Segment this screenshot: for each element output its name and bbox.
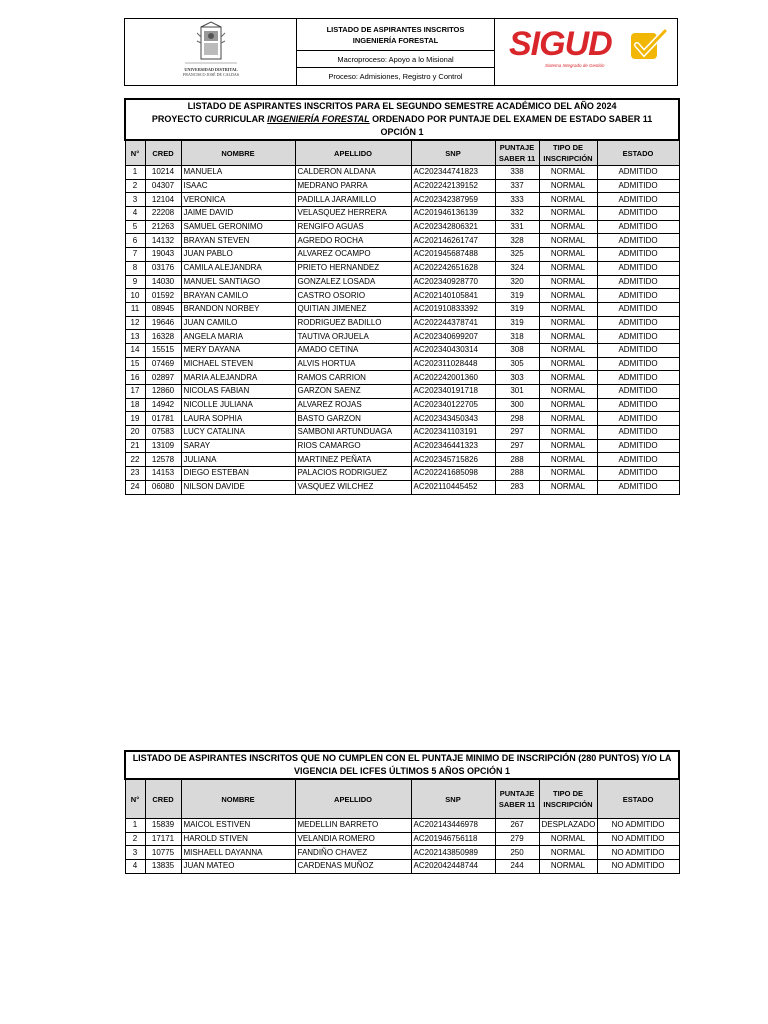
col-n-cell: 14 [125, 343, 145, 357]
col-estado-cell: ADMITIDO [597, 330, 679, 344]
col-n-cell: 3 [125, 193, 145, 207]
col-estado-cell: ADMITIDO [597, 385, 679, 399]
col-snp-cell: AC202344741823 [411, 166, 495, 180]
col-nombre-cell: ANGELA MARIA [181, 330, 295, 344]
col-apellido-cell: PADILLA JARAMILLO [295, 193, 411, 207]
col-cred-cell: 14030 [145, 275, 181, 289]
col-puntaje-cell: 288 [495, 467, 539, 481]
col-tipo-cell: NORMAL [539, 248, 597, 262]
col-n-cell: 2 [125, 179, 145, 193]
col-apellido-cell: AGREDO ROCHA [295, 234, 411, 248]
col-estado-cell: ADMITIDO [597, 275, 679, 289]
col-puntaje-cell: 267 [495, 819, 539, 833]
document-info [297, 19, 495, 85]
col-n-cell: 22 [125, 453, 145, 467]
col-apellido-cell: VELASQUEZ HERRERA [295, 207, 411, 221]
col-nombre-cell: JUAN CAMILO [181, 316, 295, 330]
table-row [125, 193, 679, 207]
col-puntaje-cell: 297 [495, 439, 539, 453]
col-puntaje-cell: 303 [495, 371, 539, 385]
col-estado-cell: ADMITIDO [597, 166, 679, 180]
col-puntaje-cell: 298 [495, 412, 539, 426]
col-apellido-cell: FANDIÑO CHAVEZ [295, 846, 411, 860]
col-nombre-cell: LUCY CATALINA [181, 426, 295, 440]
col-cred-header: CRED [145, 779, 181, 819]
col-apellido-cell: QUITIAN JIMENEZ [295, 302, 411, 316]
col-nombre-cell: BRAYAN STEVEN [181, 234, 295, 248]
proceso-label: Proceso: Admisiones, Registro y Control [328, 72, 463, 81]
col-puntaje-header: PUNTAJE SABER 11 [495, 779, 539, 819]
col-snp-cell: AC202110445452 [411, 480, 495, 494]
col-apellido-cell: TAUTIVA ORJUELA [295, 330, 411, 344]
table-row [125, 357, 679, 371]
col-estado-cell: ADMITIDO [597, 179, 679, 193]
col-puntaje-cell: 331 [495, 220, 539, 234]
col-cred-cell: 01592 [145, 289, 181, 303]
table-row [125, 248, 679, 262]
col-apellido-cell: ALVIS HORTUA [295, 357, 411, 371]
not-admitted-table-title [125, 751, 679, 779]
col-apellido-header: APELLIDO [295, 140, 411, 166]
col-apellido-cell: RIOS CAMARGO [295, 439, 411, 453]
col-tipo-cell: NORMAL [539, 220, 597, 234]
col-n-cell: 16 [125, 371, 145, 385]
table-row [125, 480, 679, 494]
sigud-logo [495, 19, 677, 85]
col-snp-header: SNP [411, 779, 495, 819]
macroproceso-label: Macroproceso: Apoyo a lo Misional [297, 51, 494, 68]
col-nombre-cell: MAICOL ESTIVEN [181, 819, 295, 833]
col-puntaje-cell: 332 [495, 207, 539, 221]
col-tipo-cell: NORMAL [539, 166, 597, 180]
col-cred-cell: 01781 [145, 412, 181, 426]
col-snp-cell: AC202341103191 [411, 426, 495, 440]
col-estado-cell: ADMITIDO [597, 412, 679, 426]
col-n-cell: 18 [125, 398, 145, 412]
col-n-cell: 23 [125, 467, 145, 481]
col-tipo-cell: NORMAL [539, 467, 597, 481]
col-n-header: N° [125, 779, 145, 819]
col-estado-header: ESTADO [597, 779, 679, 819]
document-title [297, 19, 494, 51]
check-icon [629, 27, 669, 63]
university-logo-cell [125, 19, 297, 85]
col-tipo-cell: NORMAL [539, 398, 597, 412]
col-snp-cell: AC202340191718 [411, 385, 495, 399]
table-row [125, 453, 679, 467]
col-apellido-cell: MEDRANO PARRA [295, 179, 411, 193]
col-estado-cell: NO ADMITIDO [597, 832, 679, 846]
col-snp-cell: AC201946756118 [411, 832, 495, 846]
col-tipo-cell: NORMAL [539, 832, 597, 846]
admitted-table [124, 98, 680, 495]
col-tipo-cell: NORMAL [539, 846, 597, 860]
col-tipo-cell: NORMAL [539, 261, 597, 275]
col-estado-cell: ADMITIDO [597, 248, 679, 262]
col-snp-cell: AC202346441323 [411, 439, 495, 453]
col-cred-cell: 10214 [145, 166, 181, 180]
col-puntaje-cell: 288 [495, 453, 539, 467]
col-apellido-cell: CASTRO OSORIO [295, 289, 411, 303]
col-puntaje-cell: 318 [495, 330, 539, 344]
col-puntaje-cell: 338 [495, 166, 539, 180]
table-row [125, 330, 679, 344]
col-cred-cell: 07469 [145, 357, 181, 371]
admitted-table-header [125, 140, 679, 166]
not-admitted-table-header [125, 779, 679, 819]
col-tipo-cell: NORMAL [539, 179, 597, 193]
col-n-cell: 15 [125, 357, 145, 371]
col-n-header: N° [125, 140, 145, 166]
col-tipo-cell: NORMAL [539, 289, 597, 303]
col-estado-header: ESTADO [597, 140, 679, 166]
col-n-cell: 8 [125, 261, 145, 275]
col-cred-cell: 15515 [145, 343, 181, 357]
col-tipo-header: TIPO DE INSCRIPCIÓN [539, 779, 597, 819]
col-n-cell: 10 [125, 289, 145, 303]
col-cred-cell: 12860 [145, 385, 181, 399]
col-snp-cell: AC202241685098 [411, 467, 495, 481]
col-nombre-cell: DIEGO ESTEBAN [181, 467, 295, 481]
col-nombre-cell: LAURA SOPHIA [181, 412, 295, 426]
col-apellido-cell: RAMOS CARRION [295, 371, 411, 385]
document-title-line1: LISTADO DE ASPIRANTES INSCRITOS [326, 24, 465, 34]
col-n-cell: 4 [125, 860, 145, 874]
col-apellido-cell: RODRIGUEZ BADILLO [295, 316, 411, 330]
document-title-line2: INGENIERÍA FORESTAL [352, 35, 439, 45]
col-snp-cell: AC202340430314 [411, 343, 495, 357]
col-tipo-cell: NORMAL [539, 316, 597, 330]
col-nombre-cell: JUAN PABLO [181, 248, 295, 262]
col-nombre-header: NOMBRE [181, 779, 295, 819]
sigud-wordmark: SIGUD [509, 25, 612, 63]
table-row [125, 302, 679, 316]
col-estado-cell: ADMITIDO [597, 316, 679, 330]
col-tipo-cell: NORMAL [539, 234, 597, 248]
title-prefix: PROYECTO CURRICULAR [151, 114, 268, 124]
col-snp-cell: AC202311028448 [411, 357, 495, 371]
col-n-cell: 1 [125, 819, 145, 833]
table-row [125, 234, 679, 248]
col-cred-cell: 02897 [145, 371, 181, 385]
col-estado-cell: ADMITIDO [597, 357, 679, 371]
col-tipo-cell: NORMAL [539, 275, 597, 289]
col-tipo-cell: DESPLAZADO [539, 819, 597, 833]
col-estado-cell: NO ADMITIDO [597, 846, 679, 860]
col-snp-cell: AC202342806321 [411, 220, 495, 234]
col-n-cell: 1 [125, 166, 145, 180]
document-header [124, 18, 678, 86]
col-estado-cell: ADMITIDO [597, 467, 679, 481]
col-snp-header: SNP [411, 140, 495, 166]
col-nombre-cell: NICOLAS FABIAN [181, 385, 295, 399]
col-puntaje-cell: 319 [495, 302, 539, 316]
col-tipo-cell: NORMAL [539, 371, 597, 385]
col-nombre-cell: BRANDON NORBEY [181, 302, 295, 316]
col-cred-cell: 12578 [145, 453, 181, 467]
col-n-cell: 17 [125, 385, 145, 399]
col-tipo-cell: NORMAL [539, 343, 597, 357]
col-n-cell: 21 [125, 439, 145, 453]
table-row [125, 860, 679, 874]
col-nombre-cell: HAROLD STIVEN [181, 832, 295, 846]
table-row [125, 467, 679, 481]
table-row [125, 275, 679, 289]
admitted-title-line3: OPCIÓN 1 [380, 127, 424, 137]
col-puntaje-cell: 328 [495, 234, 539, 248]
col-n-cell: 19 [125, 412, 145, 426]
col-puntaje-cell: 279 [495, 832, 539, 846]
col-puntaje-cell: 324 [495, 261, 539, 275]
col-nombre-cell: MANUEL SANTIAGO [181, 275, 295, 289]
col-cred-cell: 07583 [145, 426, 181, 440]
col-tipo-cell: NORMAL [539, 302, 597, 316]
col-estado-cell: ADMITIDO [597, 289, 679, 303]
table-row [125, 371, 679, 385]
col-snp-cell: AC202340928770 [411, 275, 495, 289]
col-snp-cell: AC202345715826 [411, 453, 495, 467]
col-nombre-cell: MISHAELL DAYANNA [181, 846, 295, 860]
table-row [125, 412, 679, 426]
col-n-cell: 2 [125, 832, 145, 846]
col-puntaje-cell: 297 [495, 426, 539, 440]
col-n-cell: 11 [125, 302, 145, 316]
col-puntaje-header: PUNTAJE SABER 11 [495, 140, 539, 166]
col-tipo-cell: NORMAL [539, 426, 597, 440]
col-n-cell: 9 [125, 275, 145, 289]
col-apellido-cell: CALDERON ALDANA [295, 166, 411, 180]
col-cred-cell: 08945 [145, 302, 181, 316]
col-n-cell: 7 [125, 248, 145, 262]
col-apellido-cell: PRIETO HERNANDEZ [295, 261, 411, 275]
col-nombre-cell: JULIANA [181, 453, 295, 467]
col-puntaje-cell: 244 [495, 860, 539, 874]
col-apellido-cell: RENGIFO AGUAS [295, 220, 411, 234]
col-apellido-cell: ALVAREZ OCAMPO [295, 248, 411, 262]
col-apellido-cell: GARZON SAENZ [295, 385, 411, 399]
col-puntaje-cell: 319 [495, 316, 539, 330]
table-row [125, 166, 679, 180]
admitted-table-body [125, 166, 679, 495]
col-puntaje-cell: 305 [495, 357, 539, 371]
col-apellido-cell: MEDELLIN BARRETO [295, 819, 411, 833]
col-snp-cell: AC202143850989 [411, 846, 495, 860]
title-suffix: ORDENADO POR PUNTAJE DEL EXAMEN DE ESTADO SABER 11 [369, 114, 653, 124]
col-tipo-header: TIPO DE INSCRIPCIÓN [539, 140, 597, 166]
col-estado-cell: ADMITIDO [597, 398, 679, 412]
table-row [125, 846, 679, 860]
col-puntaje-cell: 283 [495, 480, 539, 494]
col-n-cell: 4 [125, 207, 145, 221]
col-nombre-cell: MARIA ALEJANDRA [181, 371, 295, 385]
col-puntaje-cell: 301 [495, 385, 539, 399]
col-apellido-cell: VELANDIA ROMERO [295, 832, 411, 846]
col-cred-cell: 14153 [145, 467, 181, 481]
col-estado-cell: ADMITIDO [597, 343, 679, 357]
col-n-cell: 12 [125, 316, 145, 330]
col-puntaje-cell: 300 [495, 398, 539, 412]
col-n-cell: 24 [125, 480, 145, 494]
table-row [125, 220, 679, 234]
col-snp-cell: AC202143446978 [411, 819, 495, 833]
col-nombre-cell: NILSON DAVIDE [181, 480, 295, 494]
col-apellido-cell: BASTO GARZON [295, 412, 411, 426]
col-nombre-cell: ISAAC [181, 179, 295, 193]
col-tipo-cell: NORMAL [539, 412, 597, 426]
col-estado-cell: ADMITIDO [597, 453, 679, 467]
col-snp-cell: AC202340122705 [411, 398, 495, 412]
col-cred-cell: 14942 [145, 398, 181, 412]
admitted-table-title [125, 99, 679, 140]
col-tipo-cell: NORMAL [539, 439, 597, 453]
col-snp-cell: AC202342387959 [411, 193, 495, 207]
col-nombre-cell: SARAY [181, 439, 295, 453]
col-apellido-cell: VASQUEZ WILCHEZ [295, 480, 411, 494]
col-n-cell: 5 [125, 220, 145, 234]
col-apellido-cell: PALACIOS RODRIGUEZ [295, 467, 411, 481]
col-tipo-cell: NORMAL [539, 860, 597, 874]
col-cred-cell: 15839 [145, 819, 181, 833]
col-estado-cell: ADMITIDO [597, 371, 679, 385]
col-snp-cell: AC202340699207 [411, 330, 495, 344]
col-cred-cell: 06080 [145, 480, 181, 494]
col-cred-cell: 16328 [145, 330, 181, 344]
col-estado-cell: ADMITIDO [597, 193, 679, 207]
col-puntaje-cell: 325 [495, 248, 539, 262]
col-apellido-header: APELLIDO [295, 779, 411, 819]
col-cred-cell: 14132 [145, 234, 181, 248]
col-snp-cell: AC202242651628 [411, 261, 495, 275]
col-nombre-cell: MICHAEL STEVEN [181, 357, 295, 371]
col-estado-cell: NO ADMITIDO [597, 819, 679, 833]
col-cred-cell: 19043 [145, 248, 181, 262]
col-snp-cell: AC202242001360 [411, 371, 495, 385]
col-n-cell: 20 [125, 426, 145, 440]
university-name-line2: FRANCISCO JOSÉ DE CALDAS [183, 72, 239, 77]
table-row [125, 385, 679, 399]
col-estado-cell: NO ADMITIDO [597, 860, 679, 874]
table-row [125, 439, 679, 453]
col-nombre-cell: CAMILA ALEJANDRA [181, 261, 295, 275]
table-row [125, 316, 679, 330]
col-estado-cell: ADMITIDO [597, 220, 679, 234]
col-cred-cell: 17171 [145, 832, 181, 846]
col-estado-cell: ADMITIDO [597, 426, 679, 440]
col-tipo-cell: NORMAL [539, 453, 597, 467]
table-row [125, 261, 679, 275]
col-cred-cell: 13109 [145, 439, 181, 453]
col-snp-cell: AC202140105841 [411, 289, 495, 303]
col-puntaje-cell: 337 [495, 179, 539, 193]
col-estado-cell: ADMITIDO [597, 302, 679, 316]
program-name: INGENIERÍA FORESTAL [267, 114, 370, 124]
col-puntaje-cell: 333 [495, 193, 539, 207]
col-snp-cell: AC202042448744 [411, 860, 495, 874]
col-snp-cell: AC202343450343 [411, 412, 495, 426]
col-snp-cell: AC202146261747 [411, 234, 495, 248]
admitted-title-line2 [128, 113, 676, 126]
col-estado-cell: ADMITIDO [597, 480, 679, 494]
col-nombre-cell: JAIME DAVID [181, 207, 295, 221]
col-cred-header: CRED [145, 140, 181, 166]
col-apellido-cell: GONZALEZ LOSADA [295, 275, 411, 289]
col-tipo-cell: NORMAL [539, 357, 597, 371]
col-estado-cell: ADMITIDO [597, 261, 679, 275]
col-snp-cell: AC201910833392 [411, 302, 495, 316]
admitted-title-line1: LISTADO DE ASPIRANTES INSCRITOS PARA EL SEGUNDO SEMESTRE ACADÉMICO DEL AÑO 2024 [187, 101, 617, 111]
col-apellido-cell: AMADO CETINA [295, 343, 411, 357]
col-puntaje-cell: 320 [495, 275, 539, 289]
col-nombre-cell: JUAN MATEO [181, 860, 295, 874]
col-cred-cell: 21263 [145, 220, 181, 234]
col-tipo-cell: NORMAL [539, 330, 597, 344]
col-apellido-cell: CARDENAS MUÑOZ [295, 860, 411, 874]
col-estado-cell: ADMITIDO [597, 439, 679, 453]
not-admitted-table-body [125, 819, 679, 874]
col-estado-cell: ADMITIDO [597, 207, 679, 221]
table-row [125, 207, 679, 221]
university-name [165, 67, 257, 77]
col-cred-cell: 22208 [145, 207, 181, 221]
col-cred-cell: 13835 [145, 860, 181, 874]
table-row [125, 426, 679, 440]
not-admitted-title-line1: LISTADO DE ASPIRANTES INSCRITOS QUE NO CUMPLEN CON EL PUNTAJE MINIMO DE INSCRIPCIÓN (280 PUNTOS) Y/O LA [132, 753, 672, 763]
table-row [125, 179, 679, 193]
col-puntaje-cell: 308 [495, 343, 539, 357]
col-tipo-cell: NORMAL [539, 193, 597, 207]
not-admitted-table [124, 750, 680, 874]
col-cred-cell: 04307 [145, 179, 181, 193]
col-nombre-cell: NICOLLE JULIANA [181, 398, 295, 412]
sigud-subtitle: Sistema Integrado de Gestión [545, 63, 605, 68]
col-nombre-cell: SAMUEL GERONIMO [181, 220, 295, 234]
col-snp-cell: AC202244378741 [411, 316, 495, 330]
table-row [125, 398, 679, 412]
col-nombre-cell: MANUELA [181, 166, 295, 180]
table-row [125, 343, 679, 357]
col-tipo-cell: NORMAL [539, 385, 597, 399]
col-cred-cell: 03176 [145, 261, 181, 275]
col-n-cell: 13 [125, 330, 145, 344]
col-tipo-cell: NORMAL [539, 207, 597, 221]
col-snp-cell: AC201945687488 [411, 248, 495, 262]
col-apellido-cell: MARTINEZ PEÑATA [295, 453, 411, 467]
col-cred-cell: 10775 [145, 846, 181, 860]
table-row [125, 819, 679, 833]
col-snp-cell: AC201946136139 [411, 207, 495, 221]
col-cred-cell: 19646 [145, 316, 181, 330]
col-tipo-cell: NORMAL [539, 480, 597, 494]
col-cred-cell: 12104 [145, 193, 181, 207]
col-n-cell: 6 [125, 234, 145, 248]
col-apellido-cell: SAMBONI ARTUNDUAGA [295, 426, 411, 440]
table-row [125, 289, 679, 303]
col-estado-cell: ADMITIDO [597, 234, 679, 248]
university-name-line1: UNIVERSIDAD DISTRITAL [184, 67, 238, 72]
col-apellido-cell: ALVAREZ ROJAS [295, 398, 411, 412]
col-nombre-header: NOMBRE [181, 140, 295, 166]
col-nombre-cell: VERONICA [181, 193, 295, 207]
col-nombre-cell: MERY DAYANA [181, 343, 295, 357]
col-puntaje-cell: 250 [495, 846, 539, 860]
col-nombre-cell: BRAYAN CAMILO [181, 289, 295, 303]
not-admitted-title-line2: VIGENCIA DEL ICFES ÚLTIMOS 5 AÑOS OPCIÓN 1 [294, 766, 511, 776]
col-n-cell: 3 [125, 846, 145, 860]
col-puntaje-cell: 319 [495, 289, 539, 303]
table-row [125, 832, 679, 846]
col-snp-cell: AC202242139152 [411, 179, 495, 193]
